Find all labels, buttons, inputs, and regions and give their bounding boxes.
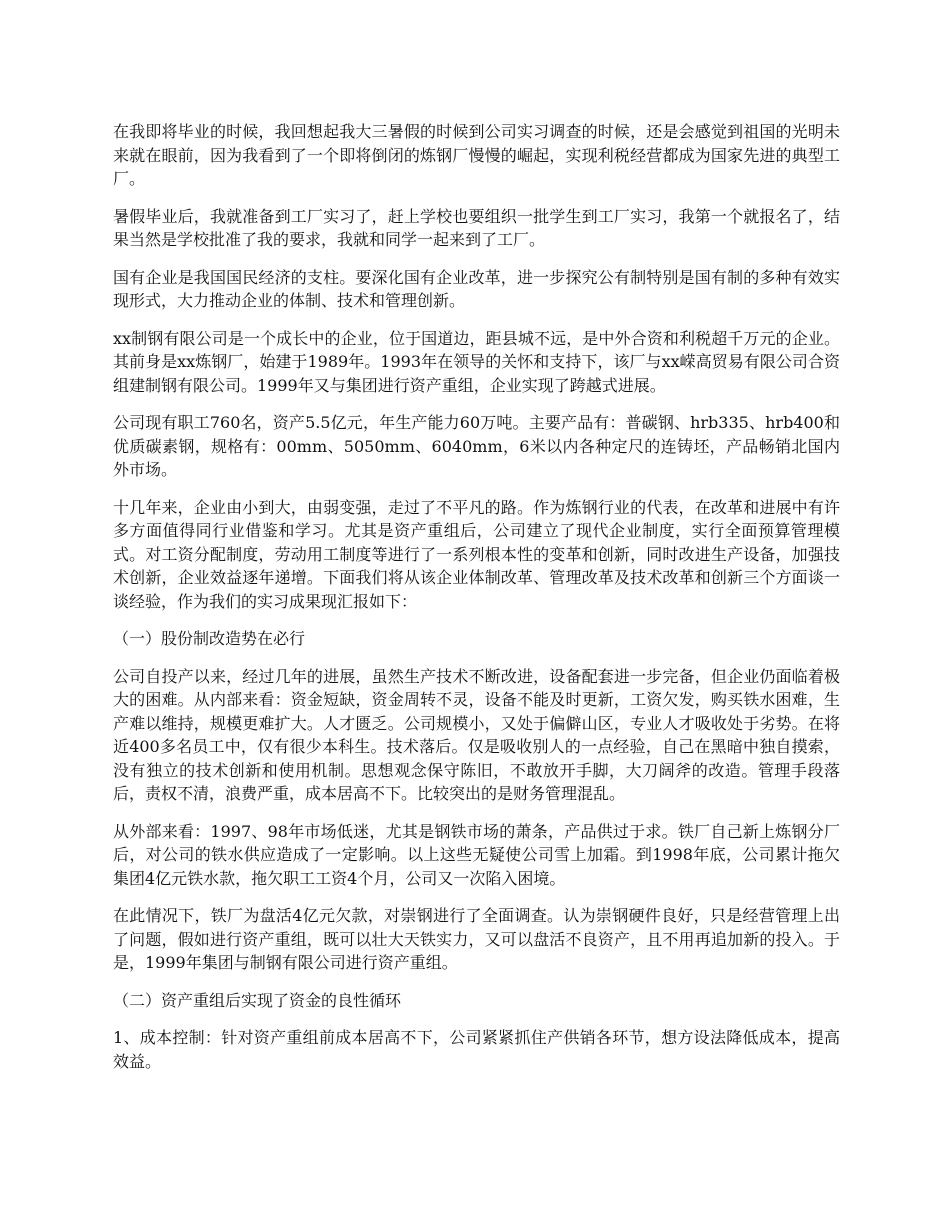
paragraph-soe: 国有企业是我国国民经济的支柱。要深化国有企业改革，进一步探究公有制特别是国有制的多种有效实现形式，大力推动企业的体制、技术和管理创新。	[113, 267, 840, 310]
paragraph-restructuring: 在此情况下，铁厂为盘活4亿元欠款，对崇钢进行了全面调查。认为崇钢硬件良好，只是经营管理上出了问题，假如进行资产重组，既可以壮大天铁实力，又可以盘活不良资产，且不用再追加新的投入。于是，1999年集团与制钢有限公司进行资产重组。	[113, 906, 840, 972]
paragraph-external-factors: 从外部来看：1997、98年市场低迷，尤其是钢铁市场的萧条，产品供过于求。铁厂自己新上炼钢分厂后，对公司的铁水供应造成了一定影响。以上这些无疑使公司雪上加霜。到1998年底，公司累计拖欠集团4亿元铁水款，拖欠职工工资4个月，公司又一次陷入困境。	[113, 821, 840, 888]
section-heading-1: （一）股份制改造势在必行	[113, 629, 306, 648]
paragraph-development: 十几年来，企业由小到大，由弱变强，走过了不平凡的路。作为炼钢行业的代表，在改革和进展中有许多方面值得同行业借鉴和学习。尤其是资产重组后，公司建立了现代企业制度，实行全面预算管理模式。对工资分配制度，劳动用工制度等进行了一系列根本性的变革和创新，同时改进生产设备，加强技术创新，企业效益逐年递增。下面我们将从该企业体制改革、管理改革及技术改革和创新三个方面谈一谈经验，作为我们的实习成果现汇报如下：	[113, 497, 840, 611]
paragraph-intro: 在我即将毕业的时候，我回想起我大三暑假的时候到公司实习调查的时候，还是会感觉到祖国的光明未来就在眼前，因为我看到了一个即将倒闭的炼钢厂慢慢的崛起，实现利税经营都成为国家先进的典型工厂。	[113, 122, 840, 188]
paragraph-company-profile: 公司现有职工760名，资产5.5亿元，年生产能力60万吨。主要产品有：普碳钢、hrb335、hrb400和优质碳素钢，规格有：00mm、5050mm、6040mm，6米以内各种定尺的连铸坯，产品畅销北国内外市场。	[113, 413, 840, 479]
paragraph-cost-control: 1、成本控制：针对资产重组前成本居高不下，公司紧紧抓住产供销各环节，想方设法降低成本，提高效益。	[113, 1028, 840, 1071]
paragraph-internal-difficulties: 公司自投产以来，经过几年的进展，虽然生产技术不断改进，设备配套进一步完备，但企业仍面临着极大的困难。从内部来看：资金短缺，资金周转不灵，设备不能及时更新，工资欠发，购买铁水困难，生产难以维持，规模更难扩大。人才匮乏。公司规模小，又处于偏僻山区，专业人才吸收处于劣势。在将近400多名员工中，仅有很少本科生。技术落后。仅是吸收别人的一点经验，自己在黑暗中独自摸索，没有独立的技术创新和使用机制。思想观念保守陈旧，不敢放开手脚，大刀阔斧的改造。管理手段落后，责权不清，浪费严重，成本居高不下。比较突出的是财务管理混乱。	[113, 666, 840, 803]
section-heading-2: （二）资产重组后实现了资金的良性循环	[113, 990, 402, 1010]
paragraph-internship: 暑假毕业后，我就准备到工厂实习了，赶上学校也要组织一批学生到工厂实习，我第一个就报名了，结果当然是学校批准了我的要求，我就和同学一起来到了工厂。	[113, 206, 840, 249]
document-page	[113, 120, 840, 1087]
paragraph-company-history: xx制钢有限公司是一个成长中的企业，位于国道边，距县城不远，是中外合资和利税超千万元的企业。其前身是xx炼钢厂，始建于1989年。1993年在领导的关怀和支持下，该厂与xx嵘高贸易有限公司合资组建制钢有限公司。1999年又与集团进行资产重组，企业实现了跨越式进展。	[113, 328, 840, 395]
